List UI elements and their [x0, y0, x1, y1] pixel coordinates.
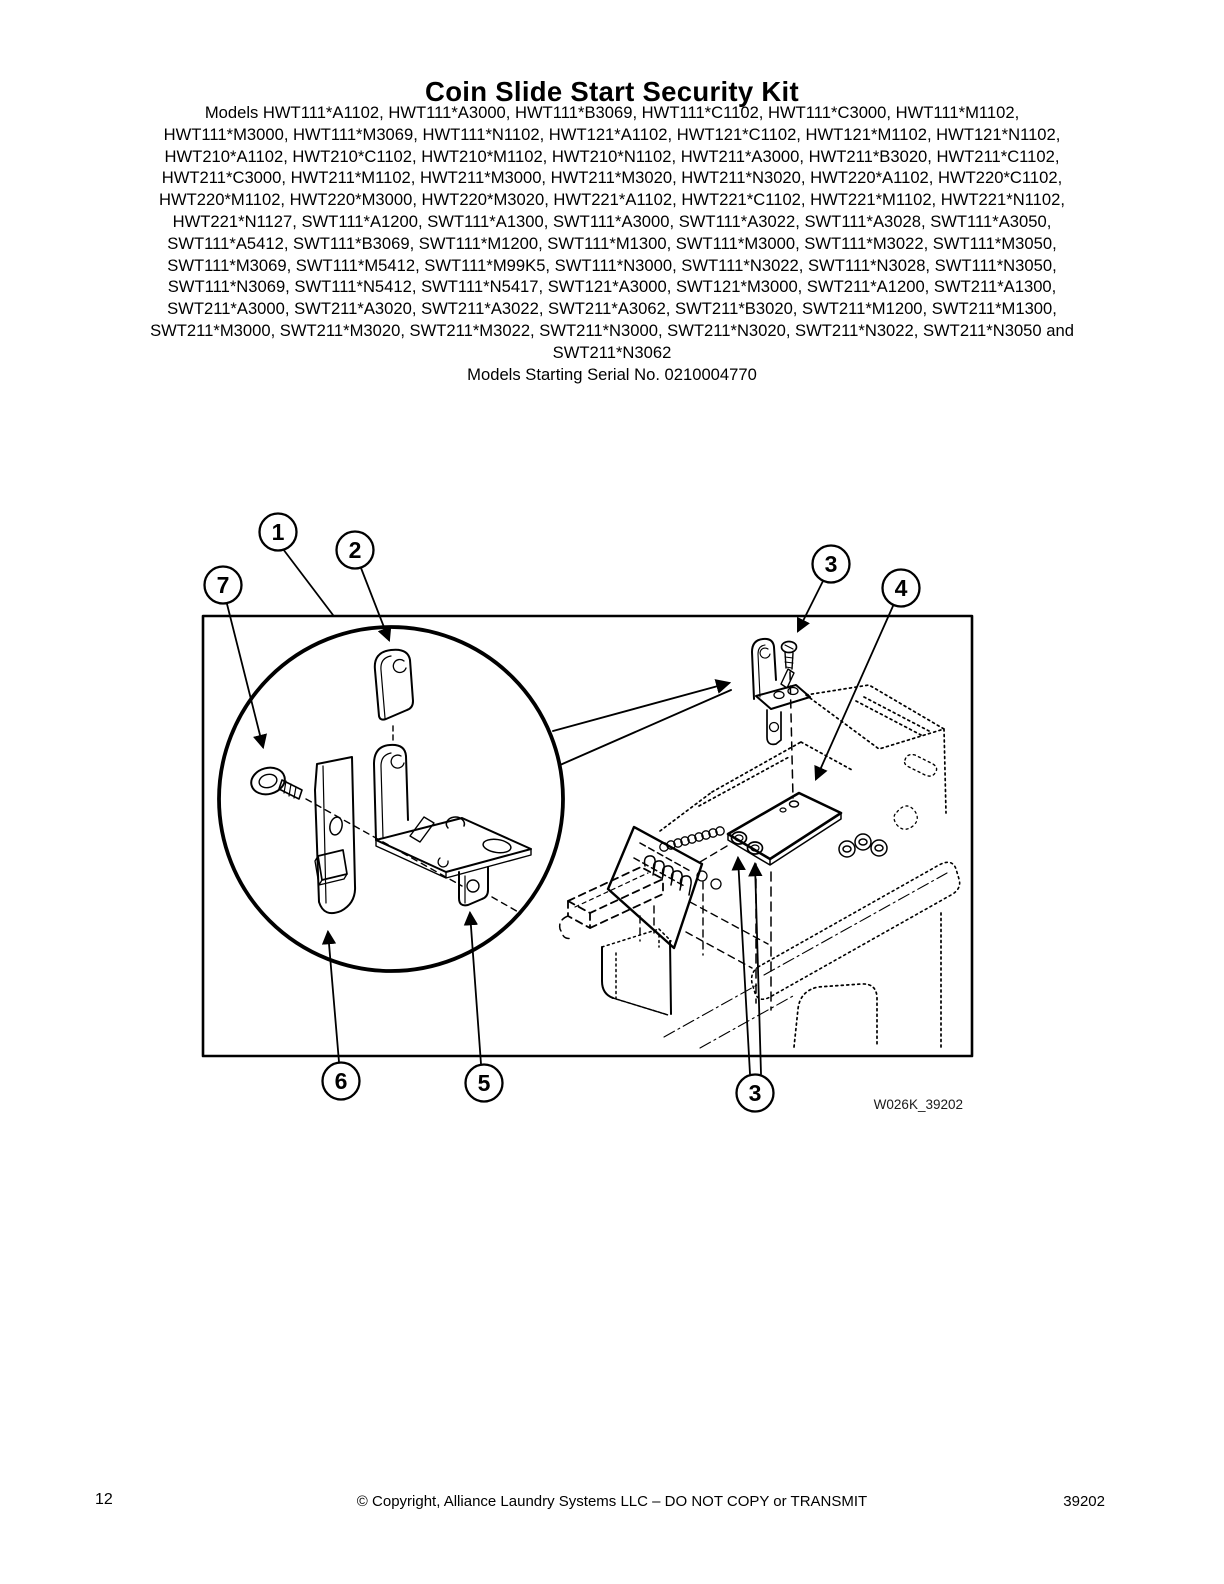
- model-line: HWT221*N1127, SWT111*A1200, SWT111*A1300, SWT111*A3000, SWT111*A3022, SWT111*A3028, SWT111*A3050,: [172, 211, 1052, 231]
- page-title: Coin Slide Start Security Kit: [425, 76, 799, 108]
- model-line: SWT211*A3000, SWT211*A3020, SWT211*A3022, SWT211*A3062, SWT211*B3020, SWT211*M1200, SWT211*M1300,: [167, 299, 1057, 319]
- model-line: SWT211*M3000, SWT211*M3020, SWT211*M3022, SWT211*N3000, SWT211*N3020, SWT211*N3022, SWT211*N3050 and: [150, 320, 1074, 340]
- callout-leaders: [227, 549, 893, 1074]
- model-line: HWT211*C3000, HWT211*M1102, HWT211*M3000, HWT211*M3020, HWT211*N3020, HWT220*A1102, HWT220*C1102,: [161, 168, 1063, 188]
- svg-text:5: 5: [477, 1070, 491, 1096]
- washer-phantom-lines: [664, 873, 947, 1048]
- slide-tray: [560, 867, 663, 938]
- callout-3-bottom: [737, 1075, 774, 1112]
- coin-slide: [560, 827, 725, 1015]
- model-line: SWT111*N3069, SWT111*N5412, SWT111*N5417, SWT121*A3000, SWT121*M3000, SWT211*A1200, SWT211*A1300,: [167, 277, 1057, 297]
- svg-text:3: 3: [748, 1080, 762, 1106]
- model-line: Models HWT111*A1102, HWT111*A3000, HWT111*B3069, HWT111*C1102, HWT111*C3000, HWT111*M1102,: [204, 103, 1020, 122]
- svg-text:7: 7: [216, 572, 230, 598]
- part-hole-cover: [375, 650, 413, 720]
- detail-circle: [219, 627, 563, 971]
- svg-text:1: 1: [271, 519, 285, 545]
- svg-text:6: 6: [334, 1068, 348, 1094]
- svg-text:2: 2: [348, 537, 362, 563]
- footer-page-number: 12: [95, 1491, 113, 1508]
- callout-3-top: [813, 546, 850, 583]
- footer-copyright: © Copyright, Alliance Laundry Systems LLC – DO NOT COPY or TRANSMIT: [356, 1493, 868, 1510]
- detail-pointer: [553, 683, 731, 765]
- model-line: HWT210*A1102, HWT210*C1102, HWT210*M1102, HWT210*N1102, HWT211*A3000, HWT211*B3020, HWT211*C1102,: [164, 146, 1060, 166]
- washer-outline: [660, 685, 960, 1047]
- callout-2: [337, 532, 374, 569]
- installed-bracket: [752, 639, 810, 744]
- figure-code: W026K_39202: [873, 1097, 963, 1112]
- svg-text:4: 4: [894, 575, 908, 601]
- vault-opening: [602, 906, 671, 1015]
- callout-6: [323, 1063, 360, 1100]
- model-line: HWT111*M3000, HWT111*M3069, HWT111*N1102, HWT121*A1102, HWT121*C1102, HWT121*M1102, HWT121*N1102,: [163, 124, 1061, 144]
- security-plate: [728, 793, 841, 865]
- part-latch-bracket: [315, 757, 355, 913]
- model-line: SWT211*N3062: [552, 342, 672, 362]
- mounting-screw-top: [782, 642, 797, 670]
- footer-doc-number: 39202: [1063, 1493, 1105, 1510]
- part-screw-washer: [248, 764, 302, 799]
- callout-5: [466, 1065, 503, 1102]
- model-line: HWT220*M1102, HWT220*M3000, HWT220*M3020, HWT221*A1102, HWT221*C1102, HWT221*M1102, HWT221*N1102,: [159, 190, 1065, 210]
- callout-7: [205, 567, 242, 604]
- meter-case-studs: [697, 834, 887, 889]
- svg-text:3: 3: [824, 551, 838, 577]
- callout-1: [260, 514, 297, 551]
- callout-4: [883, 570, 920, 607]
- serial-note: Models Starting Serial No. 0210004770: [467, 364, 757, 384]
- model-line: SWT111*M3069, SWT111*M5412, SWT111*M99K5, SWT111*N3000, SWT111*N3022, SWT111*N3028, SWT111*N3050,: [167, 255, 1057, 275]
- screw-drop-dash: [790, 672, 793, 798]
- model-line: SWT111*A5412, SWT111*B3069, SWT111*M1200, SWT111*M1300, SWT111*M3000, SWT111*M3022, SWT111*M3050,: [167, 233, 1057, 253]
